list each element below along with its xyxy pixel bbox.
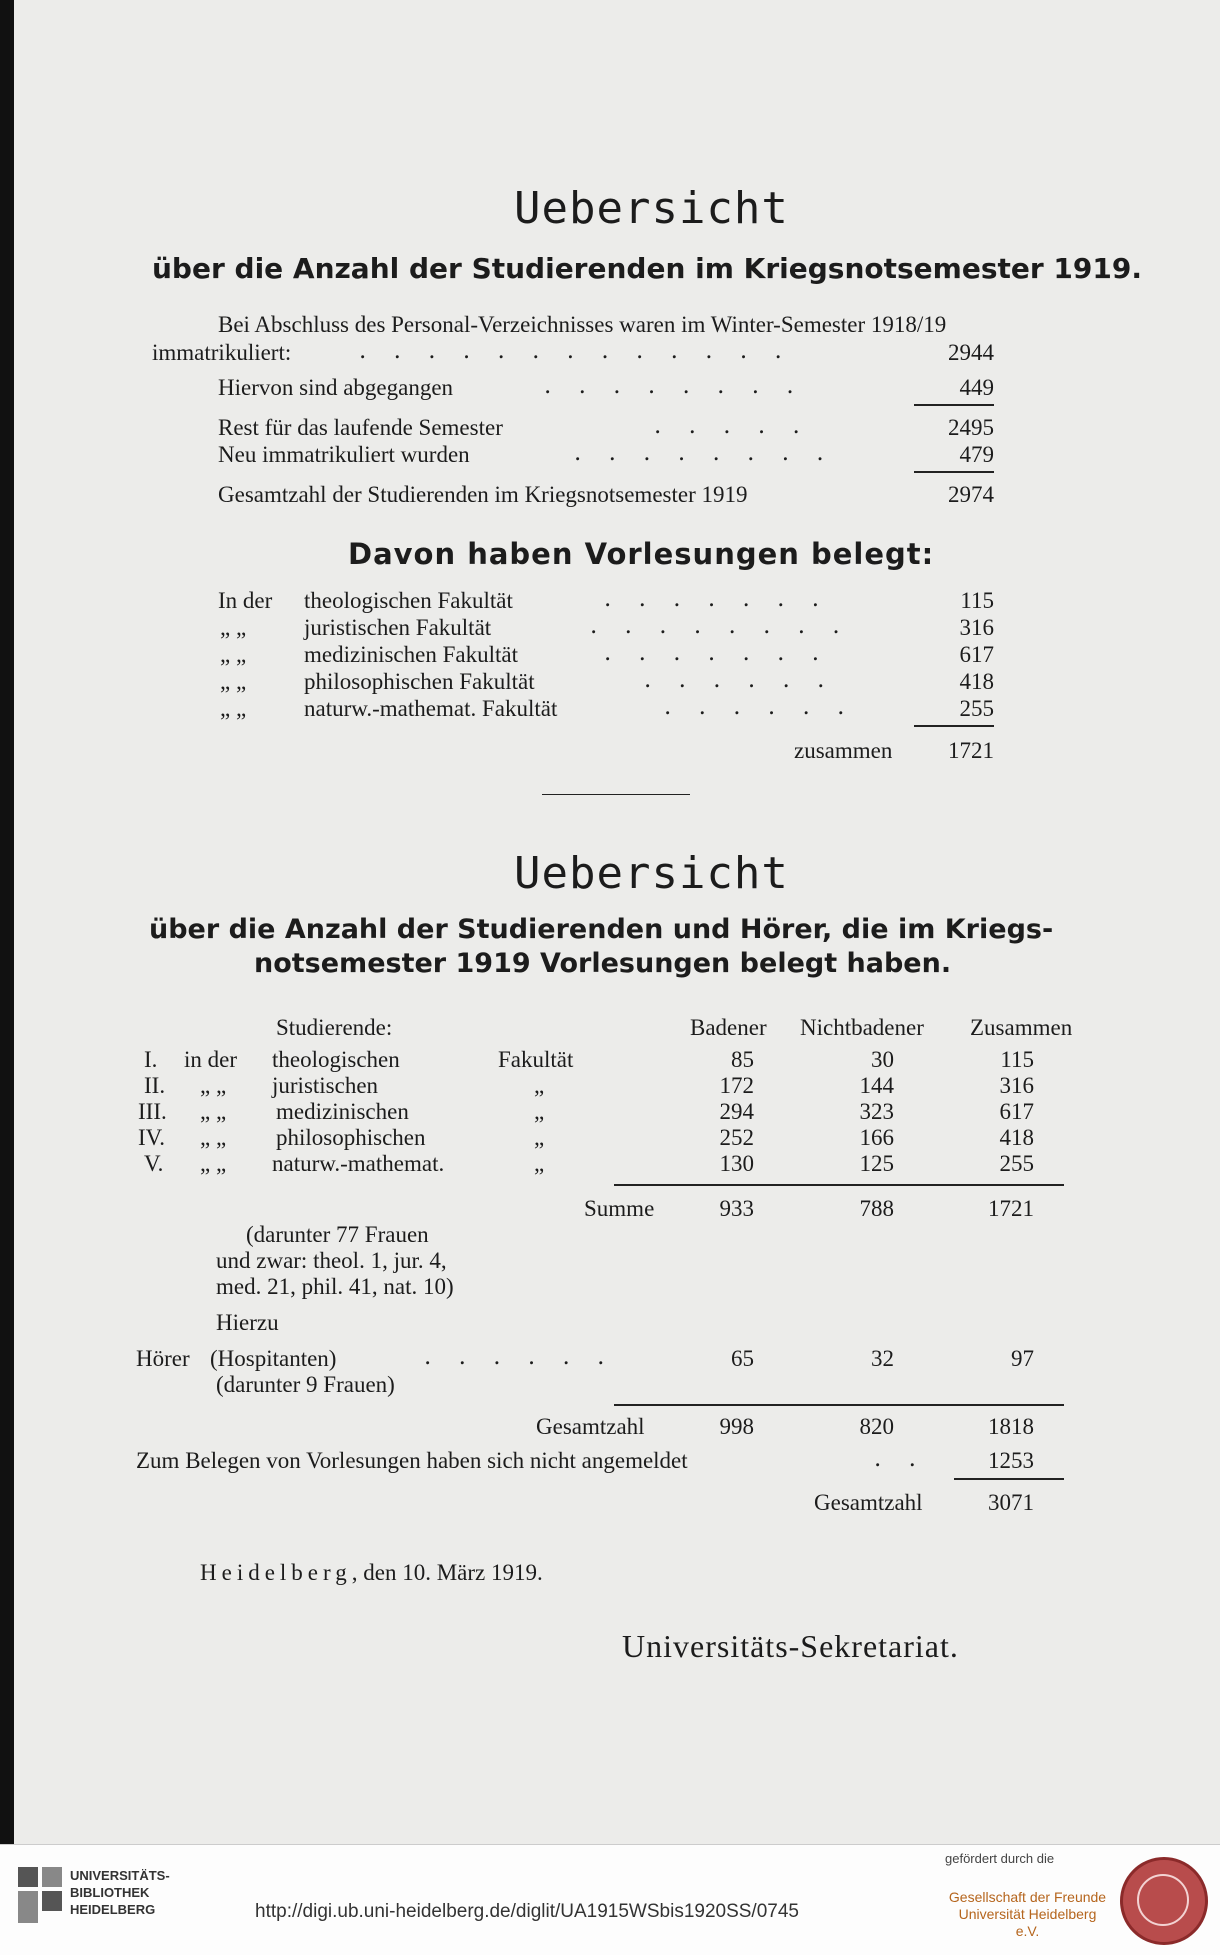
rest-value: 2495 [948,415,994,440]
row-badener: 172 [719,1073,754,1098]
dot-leader: . . . . . . . [604,586,830,612]
faculty-name: medizinischen Fakultät [304,642,518,667]
gesamtzahl-rule [614,1404,1064,1406]
frauen-note-line3: med. 21, phil. 41, nat. 10) [216,1274,454,1299]
row-badener: 252 [719,1125,754,1150]
place-date [200,1560,543,1586]
faculty-name: theologischen Fakultät [304,588,513,613]
final-value: 3071 [988,1490,1034,1515]
gesamtzahl-label: Gesamtzahl [536,1414,645,1439]
faculty-prefix: „ „ [220,696,247,721]
section1-title: Uebersicht [514,183,789,234]
section1-intro-line2: immatrikuliert: [152,340,292,365]
col-zusammen: Zusammen [970,1015,1073,1040]
row-prefix: „ „ [200,1125,227,1150]
row-prefix: „ „ [200,1099,227,1124]
row-zusammen: 255 [999,1151,1034,1176]
permalink-url[interactable]: http://digi.ub.uni-heidelberg.de/diglit/UA1915WSbis1920SS/0745 [255,1901,799,1922]
row-num: III. [138,1099,167,1124]
section2-subtitle-line1: über die Anzahl der Studierenden und Hörer, die im Kriegs- [149,914,1054,945]
section1-subtitle: über die Anzahl der Studierenden im Kriegsnotsemester 1919. [152,252,1142,285]
final-label: Gesamtzahl [814,1490,923,1515]
row-zusammen: 617 [999,1099,1034,1124]
row-faculty: theologischen [272,1047,400,1072]
frauen-note-line1: (darunter 77 Frauen [246,1222,429,1247]
faculty-prefix: In der [218,588,273,613]
row-fak: „ [534,1125,545,1150]
row-badener: 85 [731,1047,754,1072]
final-rule [954,1478,1064,1480]
row-prefix: in der [184,1047,238,1072]
row-prefix: „ „ [200,1073,227,1098]
gesamtzahl-value: 2974 [948,482,994,507]
sponsor-line: Gesellschaft der Freunde [948,1889,1107,1905]
neu-label: Neu immatrikuliert wurden [218,442,470,467]
hoerer-label: Hörer [136,1346,190,1371]
faculty-prefix: „ „ [220,642,247,667]
nicht-angemeldet-label: Zum Belegen von Vorlesungen haben sich nicht angemeldet [136,1448,688,1473]
faculty-name: naturw.-mathemat. Fakultät [304,696,558,721]
footer-bar [0,1844,1220,1955]
row-num: V. [144,1151,164,1176]
row-nicht: 166 [859,1125,894,1150]
row-badener: 130 [719,1151,754,1176]
section-divider [542,794,690,795]
immatrikuliert-value: 2944 [948,340,994,365]
row-faculty: medizinischen [276,1099,409,1124]
dot-leader: . . . . . . [664,694,855,720]
frauen-note-line2: und zwar: theol. 1, jur. 4, [216,1248,447,1273]
faculty-prefix: „ „ [220,669,247,694]
page-spine [0,0,14,1844]
dot-leader: . . . . . . . [604,640,830,666]
sum-rule [914,471,994,473]
sponsor-intro: gefördert durch die [945,1851,1055,1866]
section2-subtitle-line2: notsemester 1919 Vorlesungen belegt haben. [254,948,952,979]
dot-leader: . . [874,1446,926,1472]
library-line: BIBLIOTHEK [70,1885,150,1900]
neu-value: 479 [959,442,994,467]
row-zusammen: 418 [999,1125,1034,1150]
hoerer-desc: (Hospitanten) [210,1346,337,1371]
date-text: , den 10. März 1919. [351,1560,543,1585]
library-logo-icon [18,1867,62,1923]
davon-heading: Davon haben Vorlesungen belegt: [348,537,935,571]
faculty-value: 115 [960,588,994,613]
row-faculty: philosophischen [276,1125,426,1150]
nicht-angemeldet-value: 1253 [988,1448,1034,1473]
faculty-name: juristischen Fakultät [304,615,492,640]
row-nicht: 30 [871,1047,894,1072]
row-prefix: „ „ [200,1151,227,1176]
hoerer-nicht: 32 [871,1346,894,1371]
summe-badener: 933 [719,1196,754,1221]
row-fak: Fakultät [498,1047,574,1072]
sum-rule [914,725,994,727]
faculty-value: 617 [959,642,994,667]
dot-leader: . . . . . . . . [544,373,804,399]
gesamtzahl-badener: 998 [719,1414,754,1439]
university-seal-icon [1120,1857,1208,1945]
summe-rule [614,1184,1064,1186]
section1-intro-line1: Bei Abschluss des Personal-Verzeichnisses waren im Winter-Semester 1918/19 [218,312,947,337]
sum-rule [914,404,994,406]
dot-leader: . . . . . . . . [590,613,850,639]
abgegangen-value: 449 [959,375,994,400]
zusammen-value: 1721 [948,738,994,763]
row-num: I. [144,1047,158,1072]
hoerer-badener: 65 [731,1346,754,1371]
hierzu-label: Hierzu [216,1310,279,1335]
dot-leader: . . . . . . . . . . . . . [359,338,792,364]
library-name [70,1867,170,1918]
row-fak: „ [534,1073,545,1098]
col-nichtbadener: Nichtbadener [800,1015,924,1040]
row-faculty: naturw.-mathemat. [272,1151,445,1176]
sponsor-name [945,1889,1110,1940]
section2-title: Uebersicht [514,848,789,899]
faculty-prefix: „ „ [220,615,247,640]
rest-label: Rest für das laufende Semester [218,415,503,440]
row-fak: „ [534,1099,545,1124]
place-name: Heidelberg [200,1560,352,1585]
col-badener: Badener [690,1015,767,1040]
library-line: UNIVERSITÄTS- [70,1868,170,1883]
hoerer-zusammen: 97 [1011,1346,1034,1371]
row-num: IV. [138,1125,166,1150]
row-badener: 294 [719,1099,754,1124]
signature: Universitäts-Sekretariat. [622,1628,959,1664]
row-num: II. [144,1073,166,1098]
sponsor-line: Universität Heidelberg e.V. [958,1906,1097,1939]
dot-leader: . . . . . . . . [574,440,834,466]
faculty-value: 316 [959,615,994,640]
dot-leader: . . . . . [654,413,810,439]
abgegangen-label: Hiervon sind abgegangen [218,375,454,400]
row-faculty: juristischen [272,1073,379,1098]
row-fak: „ [534,1151,545,1176]
gesamtzahl-nicht: 820 [859,1414,894,1439]
document-page [14,0,1220,1844]
row-nicht: 323 [859,1099,894,1124]
gesamtzahl-label: Gesamtzahl der Studierenden im Kriegsnotsemester 1919 [218,482,748,507]
dot-leader: . . . . . . [424,1344,615,1370]
summe-nicht: 788 [859,1196,894,1221]
faculty-name: philosophischen Fakultät [304,669,535,694]
hoerer-note: (darunter 9 Frauen) [216,1372,395,1397]
summe-zusammen: 1721 [988,1196,1034,1221]
col-studierende: Studierende: [276,1015,393,1040]
gesamtzahl-zusammen: 1818 [988,1414,1034,1439]
summe-label: Summe [584,1196,655,1221]
row-nicht: 125 [859,1151,894,1176]
library-line: HEIDELBERG [70,1902,156,1917]
row-zusammen: 115 [1000,1047,1034,1072]
row-zusammen: 316 [999,1073,1034,1098]
zusammen-label: zusammen [794,738,893,763]
row-nicht: 144 [859,1073,894,1098]
faculty-value: 418 [959,669,994,694]
faculty-value: 255 [959,696,994,721]
dot-leader: . . . . . . [644,667,835,693]
